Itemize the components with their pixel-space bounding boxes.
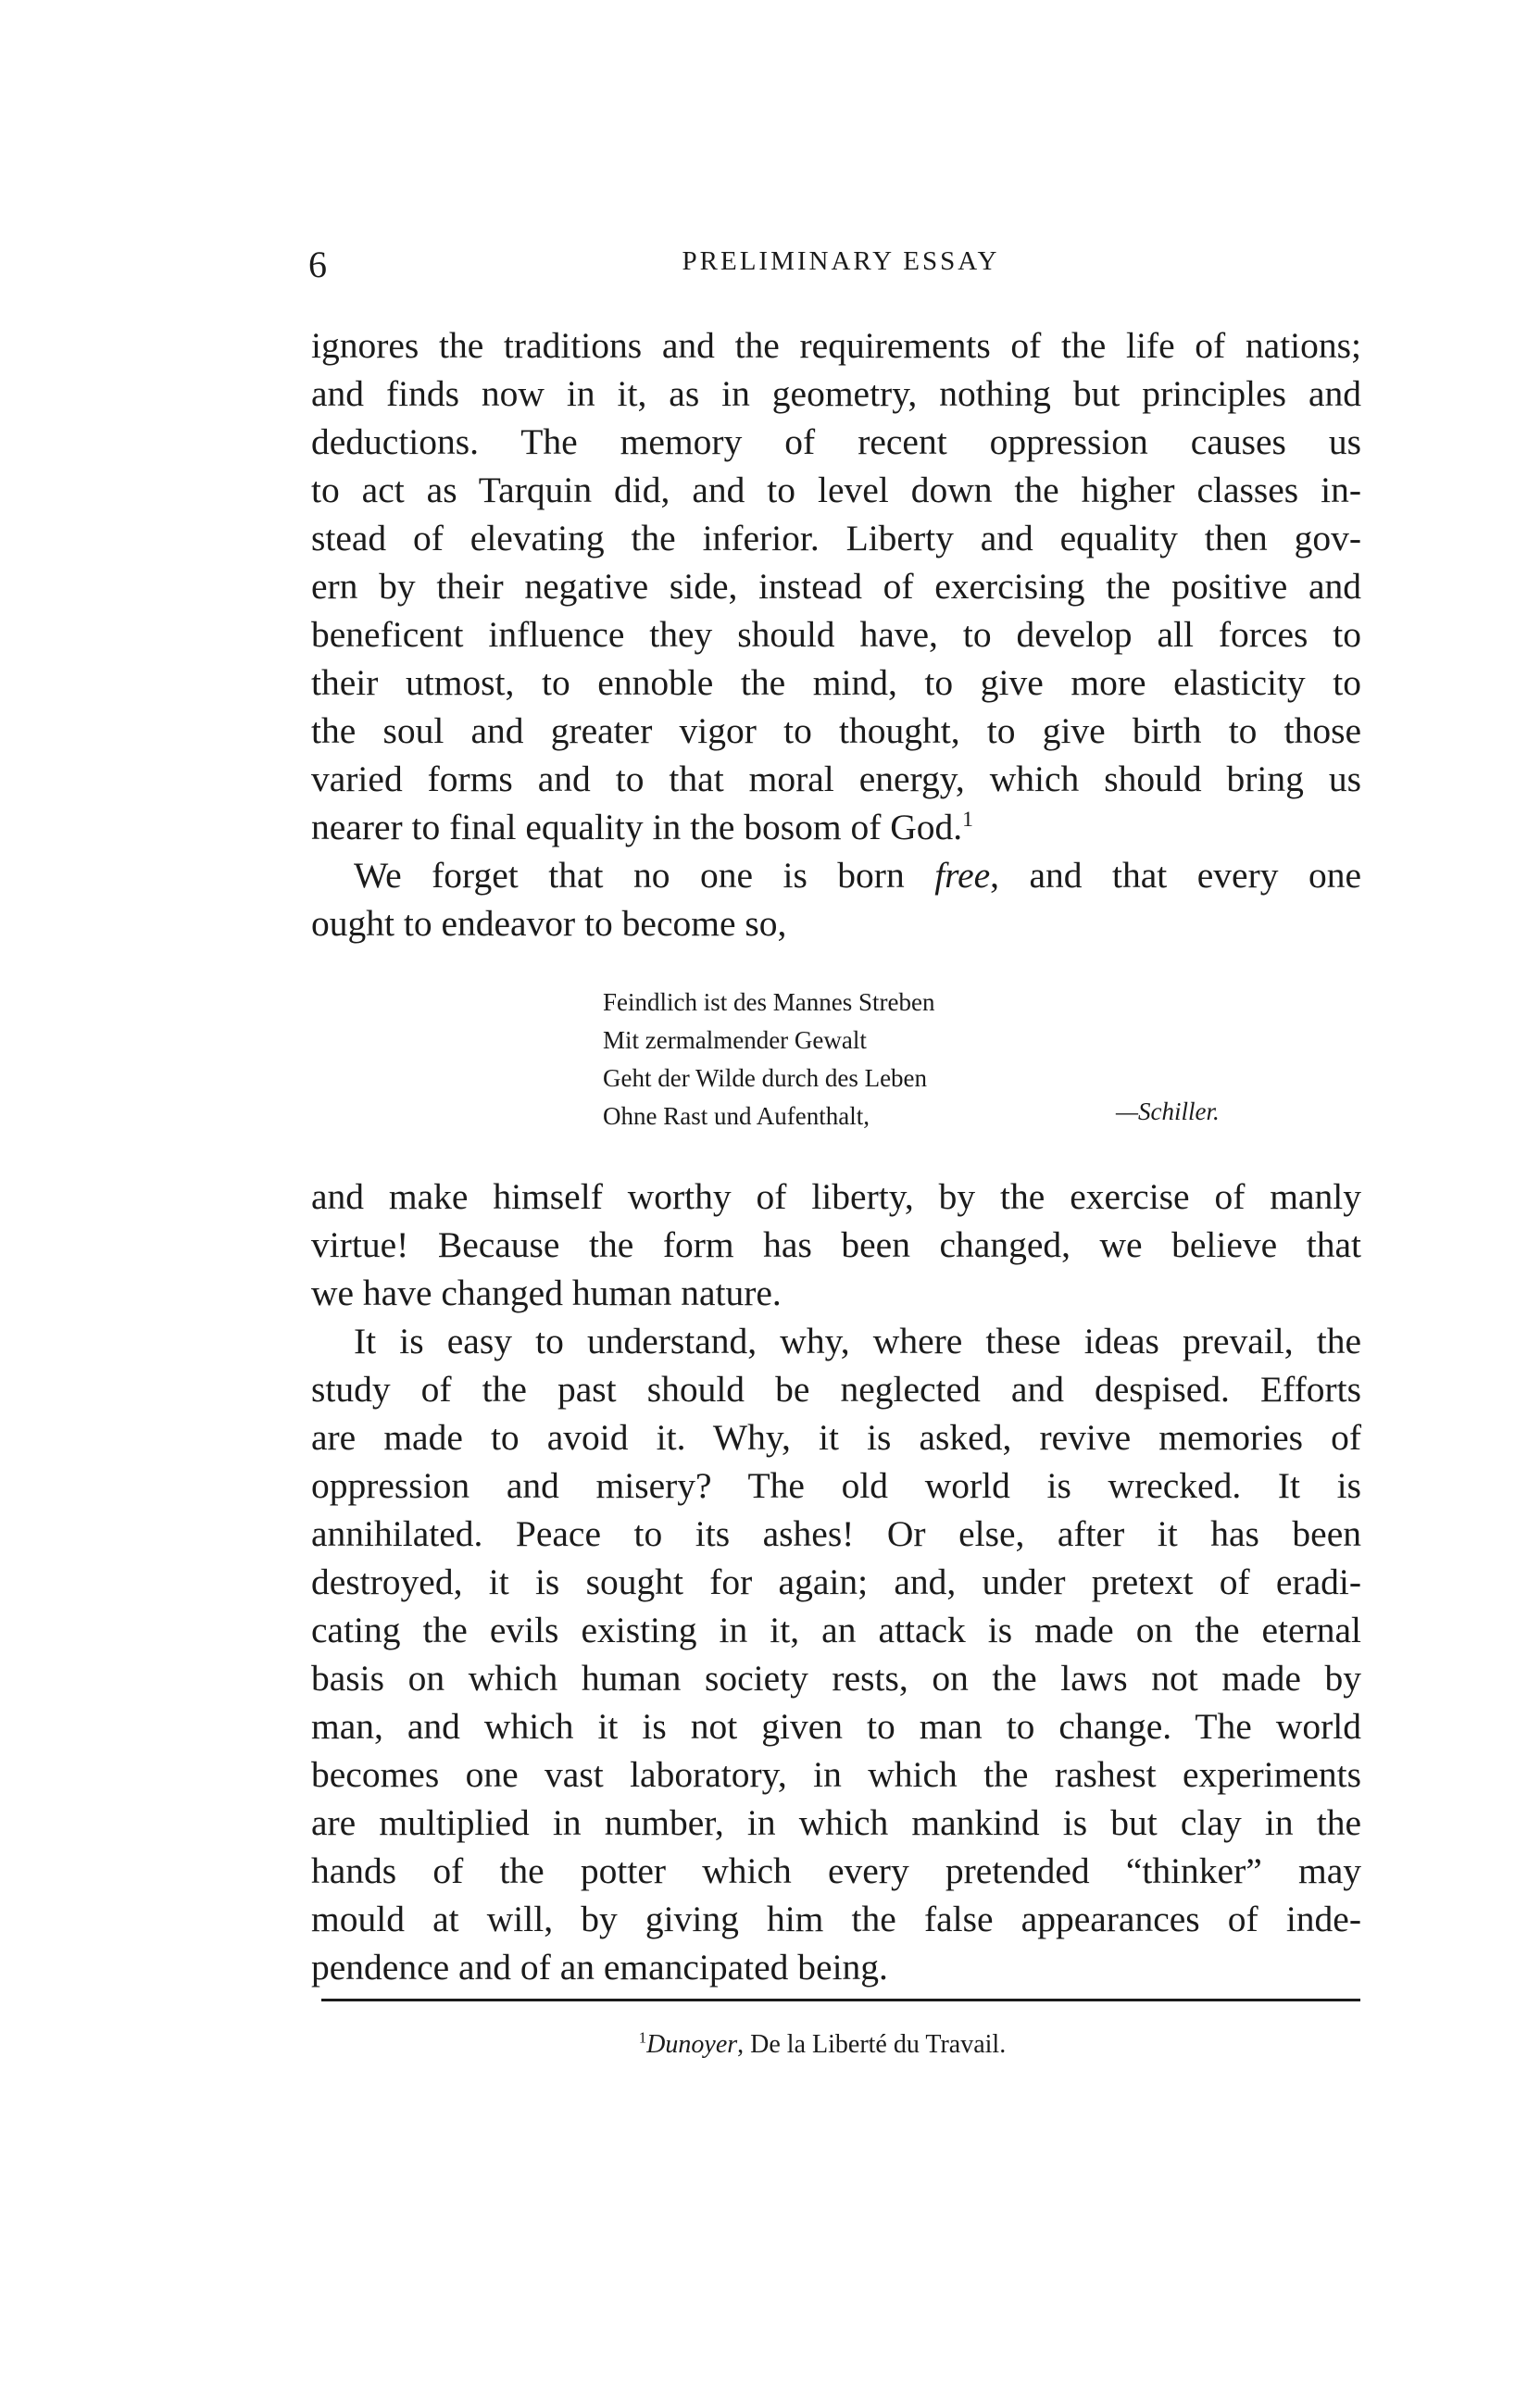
footnote <box>0 2030 1515 2060</box>
text-segment: We forget that no one is born <box>354 855 935 896</box>
text-line: ignores the traditions and the requirements of the life of nations; <box>311 325 1361 366</box>
footnote-reference: 1 <box>962 807 973 832</box>
text-line: basis on which human society rests, on the laws not made by <box>311 1658 1361 1699</box>
text-line: virtue! Because the form has been changed, we believe that <box>311 1224 1361 1265</box>
text-line: deductions. The memory of recent oppression causes us <box>311 421 1361 462</box>
text-line: study of the past should be neglected and despised. Efforts <box>311 1369 1361 1410</box>
text-segment: nearer to final equality in the bosom of God. <box>311 807 963 847</box>
text-line <box>311 803 1361 851</box>
text-line: destroyed, it is sought for again; and, under pretext of eradi- <box>311 1561 1361 1602</box>
text-line: and finds now in it, as in geometry, nothing but principles and <box>311 373 1361 414</box>
footnote-mark: 1 <box>638 2028 647 2047</box>
poem-attribution: —Schiller. <box>1116 1097 1220 1125</box>
text-line: ought to endeavor to become so, <box>311 903 787 944</box>
text-line: the soul and greater vigor to thought, to give birth to those <box>311 710 1361 751</box>
text-line: are multiplied in number, in which mankind is but clay in the <box>311 1802 1361 1843</box>
text-line: becomes one vast laboratory, in which the rashest experiments <box>311 1754 1361 1795</box>
poem-line: Mit zermalmender Gewalt <box>603 1026 867 1054</box>
text-line: It is easy to understand, why, where these ideas prevail, the <box>354 1321 1361 1361</box>
poem-quotation <box>603 984 934 1135</box>
text-line: cating the evils existing in it, an attack is made on the eternal <box>311 1610 1361 1650</box>
text-line: their utmost, to ennoble the mind, to give more elasticity to <box>311 662 1361 703</box>
text-line: annihilated. Peace to its ashes! Or else, after it has been <box>311 1513 1361 1554</box>
text-line: mould at will, by giving him the false appearances of inde- <box>311 1899 1361 1939</box>
running-title: PRELIMINARY ESSAY <box>682 246 1000 276</box>
text-line: oppression and misery? The old world is wrecked. It is <box>311 1465 1361 1506</box>
text-line: we have changed human nature. <box>311 1273 782 1313</box>
text-line: man, and which it is not given to man to change. The world <box>311 1706 1361 1747</box>
paragraph-1 <box>311 321 1361 947</box>
text-line: varied forms and to that moral energy, which should bring us <box>311 759 1361 799</box>
text-line: beneficent influence they should have, to develop all forces to <box>311 614 1361 655</box>
text-line: are made to avoid it. Why, it is asked, revive memories of <box>311 1417 1361 1458</box>
paragraph-3 <box>311 1173 1361 1991</box>
footnote-divider <box>321 1999 1360 2001</box>
text-line: stead of elevating the inferior. Liberty and equality then gov- <box>311 518 1361 558</box>
poem-line: Ohne Rast und Aufenthalt, <box>603 1102 870 1130</box>
poem-line: Geht der Wilde durch des Leben <box>603 1064 928 1092</box>
text-segment: , and that every one <box>990 855 1362 896</box>
italic-word: free <box>934 855 991 896</box>
text-line: to act as Tarquin did, and to level down the higher classes in- <box>311 470 1361 510</box>
text-line: ern by their negative side, instead of exercising the positive and <box>311 566 1361 607</box>
footnote-text: , De la Liberté du Travail. <box>737 2030 1007 2059</box>
text-line: and make himself worthy of liberty, by the exercise of manly <box>311 1176 1361 1217</box>
page-number: 6 <box>308 244 327 285</box>
text-line <box>311 851 1361 899</box>
footnote-author: Dunoyer <box>646 2030 738 2059</box>
text-line: pendence and of an emancipated being. <box>311 1947 888 1988</box>
poem-line: Feindlich ist des Mannes Streben <box>603 988 935 1016</box>
text-line: hands of the potter which every pretended “thinker” may <box>311 1850 1361 1891</box>
